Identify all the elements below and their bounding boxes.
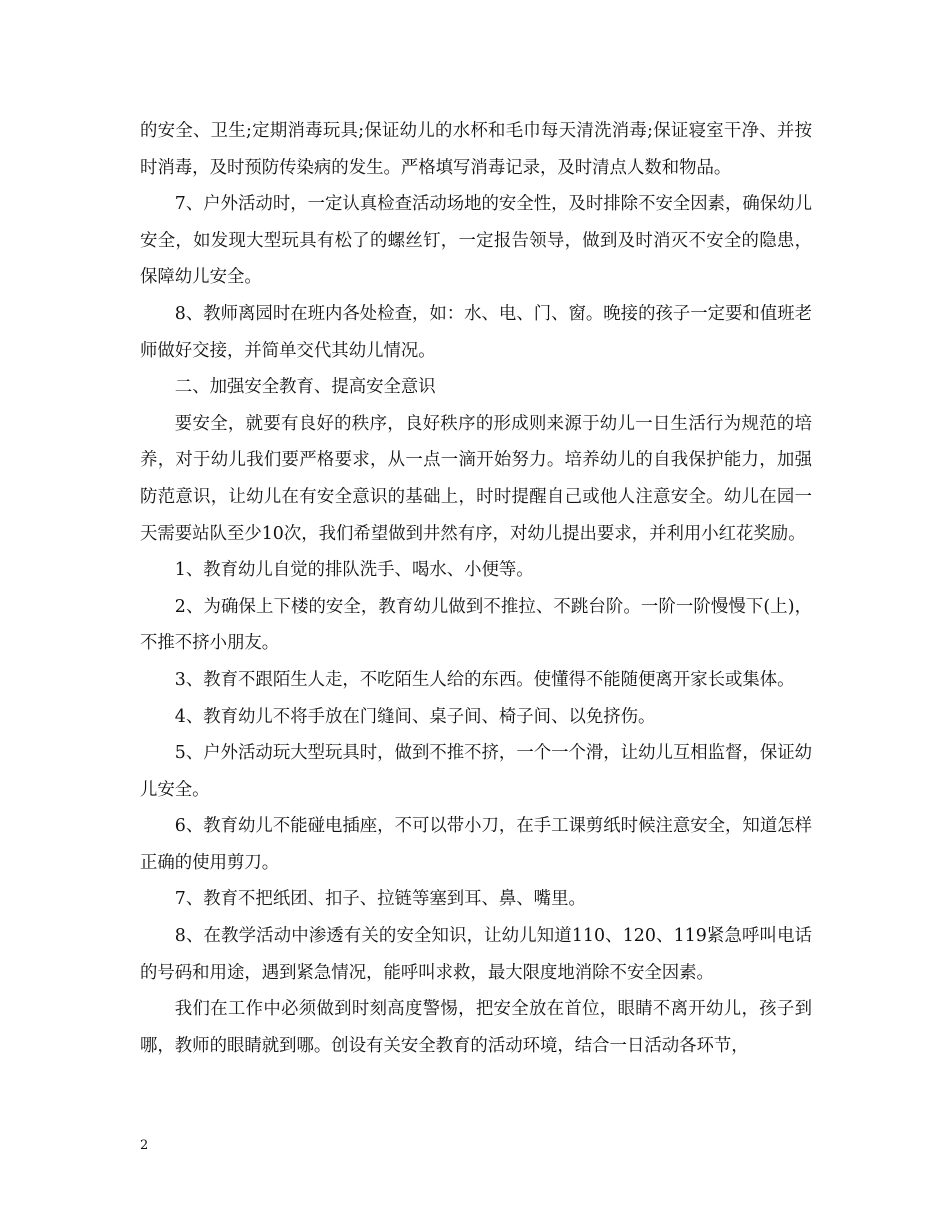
paragraph-2: 7、户外活动时，一定认真检查活动场地的安全性，及时排除不安全因素，确保幼儿安全，如发现大型玩具有松了的螺丝钉，一定报告领导，做到及时消灭不安全的隐患，保障幼儿安全。 <box>140 194 812 288</box>
page-number: 2 <box>140 1138 149 1153</box>
paragraph-12: 7、教育不把纸团、扣子、拉链等塞到耳、鼻、嘴里。 <box>174 889 586 910</box>
paragraph-11: 6、教育幼儿不能碰电插座，不可以带小刀，在手工课剪纸时候注意安全，知道怎样正确的使用剪刀。 <box>140 816 812 873</box>
section-heading: 二、加强安全教育、提高安全意识 <box>174 377 436 398</box>
paragraph-6: 1、教育幼儿自觉的排队洗手、喝水、小便等。 <box>174 560 534 581</box>
document-body <box>140 113 812 1064</box>
paragraph-10: 5、户外活动玩大型玩具时，做到不推不挤，一个一个滑，让幼儿互相监督，保证幼儿安全。 <box>140 743 812 800</box>
paragraph-1: 的安全、卫生;定期消毒玩具;保证幼儿的水杯和毛巾每天清洗消毒;保证寝室干净、并按时消毒，及时预防传染病的发生。严格填写消毒记录，及时清点人数和物品。 <box>140 121 812 178</box>
paragraph-9: 4、教育幼儿不将手放在门缝间、桌子间、椅子间、以免挤伤。 <box>174 706 656 727</box>
paragraph-3: 8、教师离园时在班内各处检查，如：水、电、门、窗。晚接的孩子一定要和值班老师做好交接，并简单交代其幼儿情况。 <box>140 303 812 361</box>
paragraph-5: 要安全，就要有良好的秩序，良好秩序的形成则来源于幼儿一日生活行为规范的培养，对于幼儿我们要严格要求，从一点一滴开始努力。培养幼儿的自我保护能力，加强防范意识，让幼儿在有安全意识的基础上，时时提醒自己或他人注意安全。幼儿在园一天需要站队至少10次，我们希望做到井然有序，对幼儿提出要求，并利用小红花奖励。 <box>140 413 812 544</box>
paragraph-8: 3、教育不跟陌生人走，不吃陌生人给的东西。使懂得不能随便离开家长或集体。 <box>174 669 795 690</box>
paragraph-7: 2、为确保上下楼的安全，教育幼儿做到不推拉、不跳台阶。一阶一阶慢慢下(上)，不推不挤小朋友。 <box>140 596 812 654</box>
paragraph-13: 8、在教学活动中渗透有关的安全知识，让幼儿知道110、120、119紧急呼叫电话的号码和用途，遇到紧急情况，能呼叫求救，最大限度地消除不安全因素。 <box>140 926 812 983</box>
paragraph-14: 我们在工作中必须做到时刻高度警惕，把安全放在首位，眼睛不离开幼儿，孩子到哪，教师的眼睛就到哪。创设有关安全教育的活动环境，结合一日活动各环节， <box>140 999 812 1056</box>
